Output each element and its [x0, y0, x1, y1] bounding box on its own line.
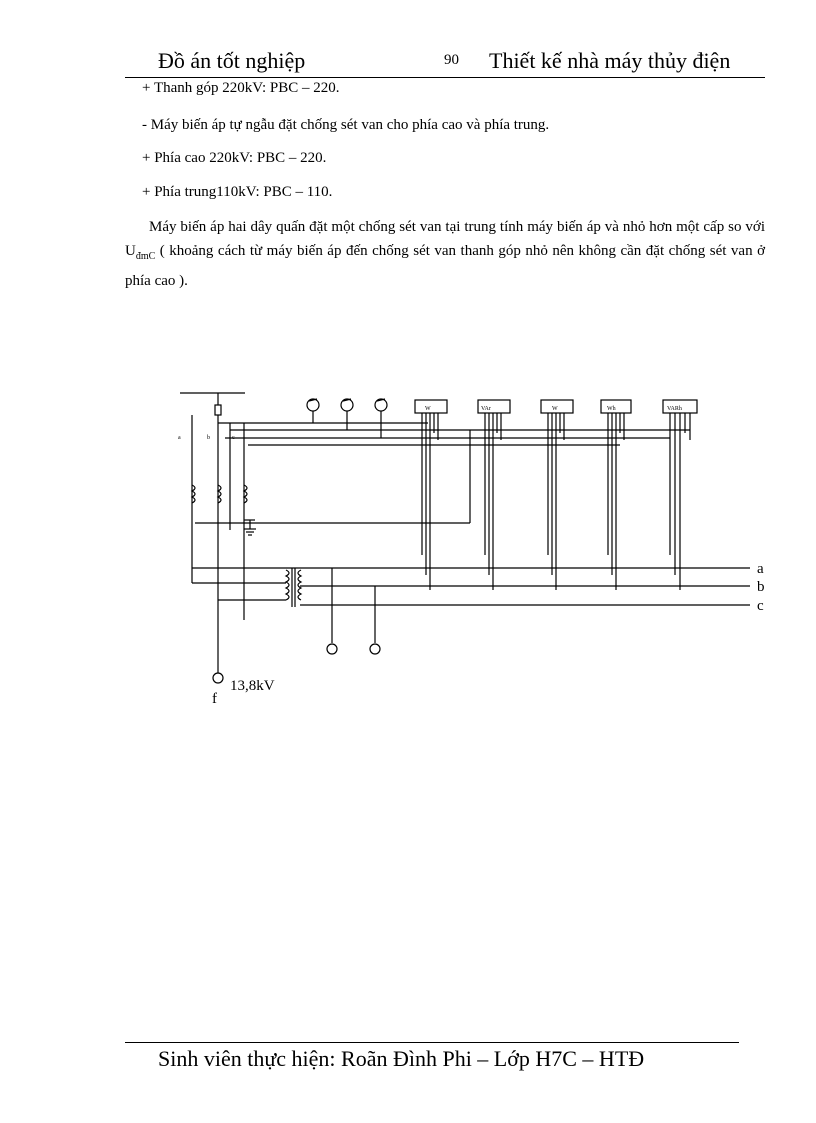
page-number: 90 — [444, 52, 459, 68]
meter-box-wh — [601, 400, 631, 590]
header-project-title: Thiết kế nhà máy thủy điện — [489, 48, 731, 73]
ammeter-3 — [375, 399, 387, 438]
meter-label-var: VAr — [481, 406, 491, 412]
ammeter-1 — [307, 399, 319, 423]
ammeter-2 — [341, 399, 353, 430]
ct-label-c: c — [232, 435, 235, 441]
paragraph-part-2: ( khoảng cách từ máy biến áp đến chống sét van thanh góp nhỏ nên không cần đặt chống sét van ở phía cao ). — [125, 243, 765, 289]
header-divider — [125, 77, 765, 78]
text-line-high-side: + Phía cao 220kV: PBC – 220. — [142, 150, 327, 166]
meter-label-w2: W — [552, 406, 558, 412]
meter-box-w — [415, 400, 447, 590]
meter-label-wh: Wh — [607, 406, 616, 412]
paragraph-subscript: đmC — [135, 251, 156, 262]
measurement-circuit-diagram — [170, 385, 780, 710]
meter-box-varh — [663, 400, 697, 590]
voltage-transformer — [192, 568, 301, 607]
voltmeter-1 — [327, 568, 337, 654]
voltmeter-2 — [370, 586, 380, 654]
header-document-title: Đồ án tốt nghiệp — [158, 48, 306, 73]
generator-symbol — [213, 673, 223, 683]
ct-label-b: b — [207, 435, 210, 441]
text-line-busbar: + Thanh góp 220kV: PBC – 220. — [142, 80, 340, 96]
paragraph-part-1: Máy biến áp hai dây quấn đặt một chống sét van tại trung tính máy biến áp và nhỏ hơn một cấp so với U — [125, 219, 765, 259]
meter-box-w2 — [541, 400, 573, 590]
generator-label: f — [212, 691, 217, 707]
phase-label-c: c — [757, 598, 764, 614]
voltage-label: 13,8kV — [230, 678, 275, 694]
ct-label-a: a — [178, 435, 181, 441]
fuse-symbol — [215, 405, 221, 415]
footer-divider — [125, 1042, 739, 1043]
phase-label-b: b — [757, 579, 765, 595]
meter-label-varh: VARh — [667, 406, 682, 412]
footer-author: Sinh viên thực hiện: Roãn Đình Phi – Lớp H7C – HTĐ — [158, 1046, 645, 1071]
meter-box-var — [478, 400, 510, 590]
phase-label-a: a — [757, 561, 764, 577]
body-paragraph — [125, 215, 765, 293]
text-line-autotransformer: - Máy biến áp tự ngẫu đặt chống sét van cho phía cao và phía trung. — [142, 117, 550, 133]
text-line-medium-side: + Phía trung110kV: PBC – 110. — [142, 184, 333, 200]
meter-label-w: W — [425, 406, 431, 412]
